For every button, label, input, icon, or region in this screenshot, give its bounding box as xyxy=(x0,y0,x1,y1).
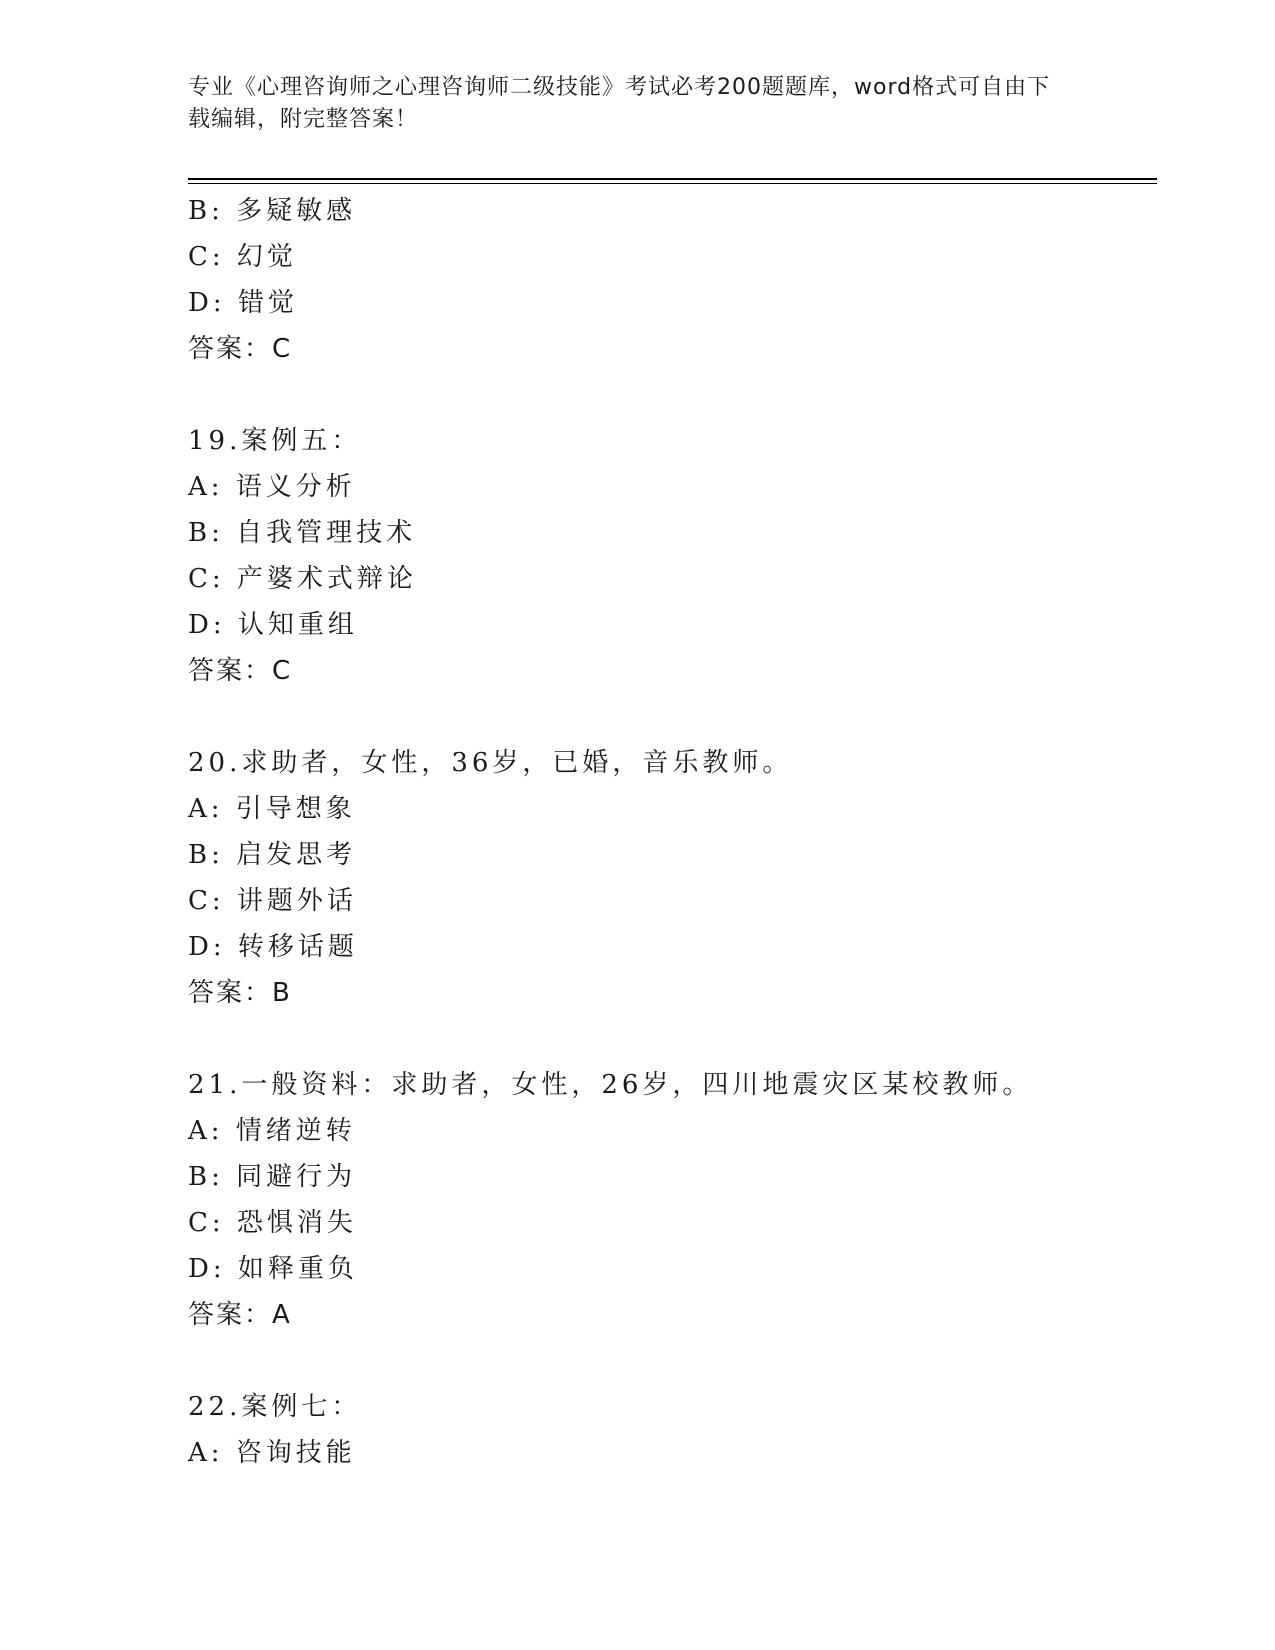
option-c: C: 幻觉 xyxy=(188,242,297,272)
option-c: C: 产婆术式辩论 xyxy=(188,564,417,594)
option-c: C: 讲题外话 xyxy=(188,886,357,916)
answer-line: 答案：C xyxy=(188,334,293,364)
option-b: B: 自我管理技术 xyxy=(188,518,417,548)
question-stem: 19.案例五： xyxy=(188,426,362,456)
question-stem: 21.一般资料：求助者，女性，26岁，四川地震灾区某校教师。 xyxy=(188,1070,1033,1100)
answer-line: 答案：A xyxy=(188,1300,292,1330)
question-stem: 22.案例七： xyxy=(188,1392,362,1422)
answer-line: 答案：B xyxy=(188,978,292,1008)
option-d: D: 认知重组 xyxy=(188,610,358,640)
option-d: D: 转移话题 xyxy=(188,932,358,962)
option-a: A: 情绪逆转 xyxy=(188,1116,356,1146)
option-a: A: 语义分析 xyxy=(188,472,356,502)
option-d: D: 如释重负 xyxy=(188,1254,358,1284)
answer-line: 答案：C xyxy=(188,656,293,686)
document-header: 专业《心理咨询师之心理咨询师二级技能》考试必考200题题库，word格式可自由下载编辑，附完整答案！ xyxy=(188,75,1051,132)
question-list xyxy=(188,188,1157,1476)
header-rule-thick xyxy=(188,178,1157,180)
option-a: A: 咨询技能 xyxy=(188,1438,356,1468)
option-b: B: 多疑敏感 xyxy=(188,196,357,226)
option-a: A: 引导想象 xyxy=(188,794,356,824)
option-b: B: 启发思考 xyxy=(188,840,357,870)
option-c: C: 恐惧消失 xyxy=(188,1208,357,1238)
question-stem: 20.求助者，女性，36岁，已婚，音乐教师。 xyxy=(188,748,793,778)
option-b: B: 同避行为 xyxy=(188,1162,357,1192)
header-rule-thin xyxy=(188,183,1157,184)
option-d: D: 错觉 xyxy=(188,288,298,318)
